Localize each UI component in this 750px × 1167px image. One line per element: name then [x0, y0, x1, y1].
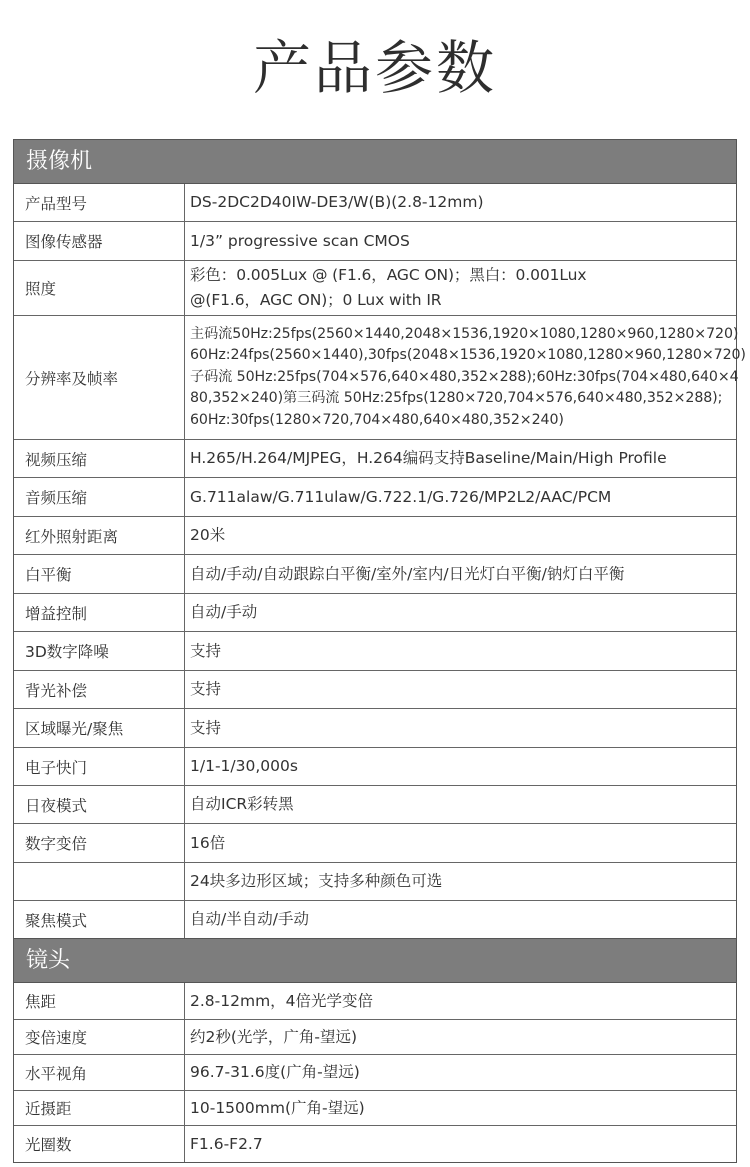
spec-value: 彩色：0.005Lux @ (F1.6，AGC ON)；黑白：0.001Lux @(F1.6，AGC ON)；0 Lux with IR	[190, 266, 587, 309]
spec-row-audio-compression	[14, 478, 736, 517]
spec-value: 96.7-31.6度(广角-望远)	[190, 1063, 360, 1081]
spec-value: 10-1500mm(广角-望远)	[190, 1098, 365, 1117]
spec-row-day-night	[14, 786, 736, 824]
section-header-lens: 镜头	[14, 939, 736, 983]
spec-value: 自动/手动	[190, 603, 258, 621]
spec-value: H.265/H.264/MJPEG，H.264编码支持Baseline/Main/High Profile	[190, 449, 667, 467]
spec-row-aperture	[14, 1126, 736, 1162]
spec-value: 1/1-1/30,000s	[190, 757, 298, 775]
spec-label: 音频压缩	[14, 478, 185, 516]
spec-label: 增益控制	[14, 594, 185, 631]
spec-row-zoom-speed	[14, 1020, 736, 1055]
spec-label: 聚焦模式	[14, 901, 185, 938]
spec-value: DS-2DC2D40IW-DE3/W(B)(2.8-12mm)	[190, 193, 484, 211]
spec-value: 24块多边形区域；支持多种颜色可选	[190, 872, 443, 890]
spec-label: 水平视角	[14, 1055, 185, 1090]
spec-row-model	[14, 184, 736, 222]
spec-label: 区域曝光/聚焦	[14, 709, 185, 747]
spec-value: 2.8-12mm，4倍光学变倍	[190, 991, 374, 1010]
spec-row-white-balance	[14, 555, 736, 594]
spec-label: 照度	[14, 261, 185, 315]
spec-row-gain	[14, 594, 736, 632]
spec-label: 背光补偿	[14, 671, 185, 708]
spec-row-digital-zoom	[14, 824, 736, 863]
spec-row-blc	[14, 671, 736, 709]
spec-label: 产品型号	[14, 184, 185, 221]
spec-value: 自动/半自动/手动	[190, 910, 309, 928]
spec-value: 自动/手动/自动跟踪白平衡/室外/室内/日光灯白平衡/钠灯白平衡	[190, 564, 625, 583]
spec-table	[13, 139, 746, 1163]
spec-value: 1/3” progressive scan CMOS	[190, 231, 410, 250]
spec-row-illumination	[14, 261, 736, 316]
spec-label: 焦距	[14, 983, 185, 1019]
spec-row-3d-dnr	[14, 632, 736, 671]
spec-row-region-exposure	[14, 709, 736, 748]
spec-value: 约2秒(光学，广角-望远)	[190, 1027, 358, 1046]
spec-label: 红外照射距离	[14, 517, 185, 554]
spec-label	[14, 863, 185, 900]
spec-label: 变倍速度	[14, 1020, 185, 1054]
spec-label: 电子快门	[14, 748, 185, 785]
section-camera	[14, 140, 746, 939]
spec-value: 支持	[190, 641, 222, 660]
spec-row-resolution	[14, 316, 746, 440]
spec-label: 光圈数	[14, 1126, 185, 1162]
spec-value: 支持	[190, 718, 222, 737]
spec-label: 分辨率及帧率	[14, 316, 185, 439]
spec-value: 20米	[190, 526, 226, 544]
spec-row-shutter	[14, 748, 736, 786]
spec-value: 自动ICR彩转黑	[190, 795, 294, 813]
spec-value: 主码流50Hz:25fps(2560×1440,2048×1536,1920×1080,1280×960,1280×720) 60Hz:24fps(2560×1440),30fps(2048×1536,1920×1080,1280×960,1280×720) 子码流 50Hz:25fps(704×576,640×480,352×288);60Hz:30fps(704×480,640×4 80,352×240)第三码流 50Hz:25fps(1280×720,704×576,640×480,352×288); 60Hz:30fps(1280×720,704×480,640×480,352×240)	[190, 325, 746, 428]
spec-row-sensor	[14, 222, 736, 261]
spec-row-min-distance	[14, 1091, 736, 1126]
section-lens	[14, 939, 736, 1162]
section-header-camera: 摄像机	[14, 140, 736, 184]
spec-label: 近摄距	[14, 1091, 185, 1125]
spec-row-focus-mode	[14, 901, 736, 939]
spec-label: 视频压缩	[14, 440, 185, 477]
spec-row-fov	[14, 1055, 736, 1091]
spec-value: F1.6-F2.7	[190, 1134, 263, 1153]
spec-value: 16倍	[190, 833, 226, 852]
page-title: 产品参数	[252, 34, 497, 102]
spec-row-ir-distance	[14, 517, 736, 555]
spec-label: 3D数字降噪	[14, 632, 185, 670]
spec-label: 日夜模式	[14, 786, 185, 823]
spec-label: 图像传感器	[14, 222, 185, 260]
spec-row-privacy-mask	[14, 863, 736, 901]
spec-row-video-compression	[14, 440, 736, 478]
spec-row-focal-length	[14, 983, 736, 1020]
spec-label: 白平衡	[14, 555, 185, 593]
spec-value: G.711alaw/G.711ulaw/G.722.1/G.726/MP2L2/AAC/PCM	[190, 487, 612, 506]
spec-value: 支持	[190, 680, 222, 698]
spec-label: 数字变倍	[14, 824, 185, 862]
